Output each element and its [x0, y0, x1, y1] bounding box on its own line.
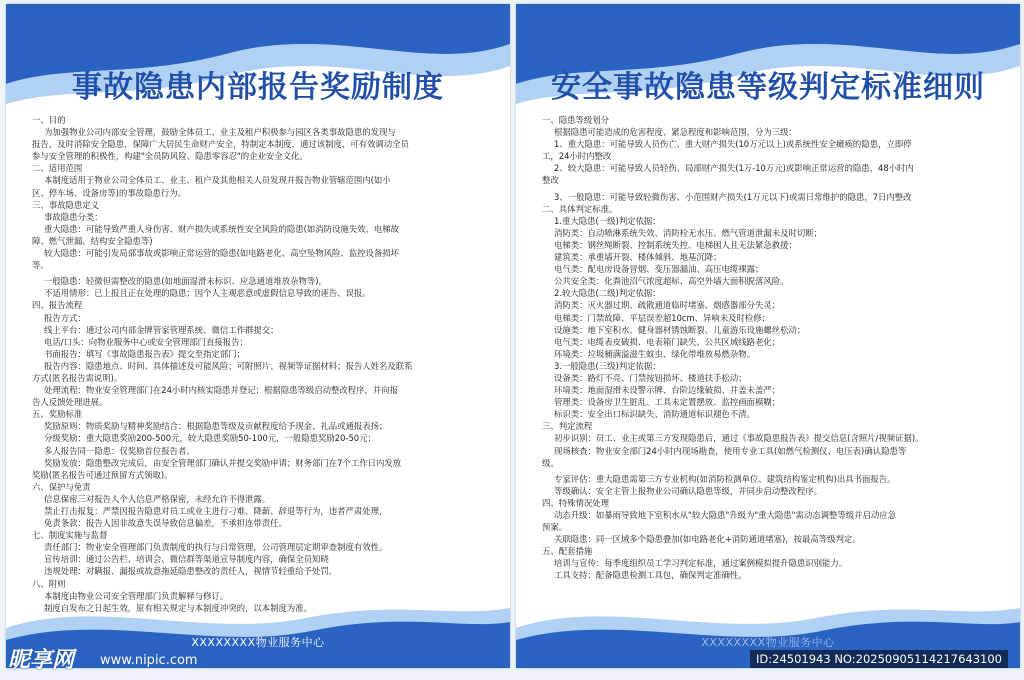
text-line: 一般隐患：轻微但需整改的隐患(如地面湿滑未标识、应急通道堆放杂物等)， [44, 276, 327, 287]
text-line: 标识类：安全出口标识缺失、消防通道标识褪色不清。 [554, 409, 755, 420]
text-line: 本制度由物业公司安全管理部门负责解释与修订。 [44, 590, 229, 601]
text-line: 公共安全类：化粪池沼气浓度超标、高空外墙大面积脱落风险。 [554, 276, 789, 287]
text-line: 3、一般隐患：可能导致轻微伤害、小范围财产损失(1万元以下)或需日常维护的隐患，7日内整改 [554, 191, 912, 202]
text-line: 奖励原则：物质奖励与精神奖励结合：根据隐患等级及贡献程度给予现金、礼品或通报表扬； [44, 421, 388, 432]
section-heading: 一、目的 [32, 115, 66, 125]
text-line: 免责条款：报告人因非故意失误导致信息偏差，不承担连带责任。 [44, 518, 287, 529]
section-heading: 二、适用范围 [32, 163, 83, 174]
text-line: 1.重大隐患(一级)判定依据： [554, 215, 661, 226]
text-line: 奖励发放：隐患整改完成后，由安全管理部门确认并提交奖励申请；财务部门在7个工作日内发放 [44, 457, 402, 468]
text-line: 管理类：设备房卫生脏乱、工具未定置摆放、监控画面模糊； [554, 397, 781, 408]
text-line: 电话/口头：向物业服务中心或安全管理部门直接报告； [44, 336, 248, 347]
text-line: 2.较大隐患(二级)判定依据： [554, 288, 661, 299]
poster-body-text [542, 114, 996, 582]
section-heading: 五、配套措施 [542, 546, 593, 557]
text-line: 建筑类：承重墙开裂、楼体倾斜、地基沉降； [554, 252, 722, 263]
text-line: 设备类：路灯不亮、门禁按钮损坏、楼道扶手松动； [554, 372, 747, 383]
text-line: 根据隐患可能造成的危害程度、紧急程度和影响范围，分为三级： [554, 127, 797, 138]
watermark-id-badge: ID:24501943 NO:20250905114217643100 [750, 650, 1008, 668]
text-line: 区、停车场、设备房等)的事故隐患行为。 [32, 187, 187, 198]
section-heading: 八、附则 [32, 578, 66, 589]
text-line: 分级奖励：重大隐患奖励200-500元，较大隐患奖励50-100元，一般隐患奖励20-50元； [44, 433, 376, 444]
text-line: 参与安全管理的积极性，构建"全员防风险、隐患零容忍"的企业安全文化。 [32, 151, 308, 162]
text-line: 初步识别：员工、业主或第三方发现隐患后，通过《事故隐患报告表》提交信息(含照片/视频证据)。 [554, 433, 924, 444]
watermark-url: www.nipic.com [100, 653, 198, 668]
text-line: 制度自发布之日起生效，原有相关规定与本制度冲突的，以本制度为准。 [44, 602, 312, 613]
text-line: 整改 [542, 175, 559, 186]
section-heading: 六、保护与免责 [32, 481, 91, 492]
section-heading: 三、判定流程 [542, 421, 593, 432]
section-heading: 一、隐患等级划分 [542, 115, 609, 125]
left-poster [6, 4, 510, 668]
section-heading: 二、具体判定标准。 [542, 203, 618, 214]
text-line: 报告，及时消除安全隐患，保障广大居民生命财产安全，特制定本制度，通过该制度，可有效调动全员 [32, 139, 409, 150]
watermark-logo: 昵享网 [8, 648, 75, 673]
text-line: 消防类：灭火器过期、疏散通道临时堵塞、烟感器部分失灵； [554, 300, 781, 311]
text-line: 培训与宣传：每季度组织员工学习判定标准，通过案例模拟提升隐患识别能力。 [554, 558, 848, 569]
text-line: 工，24小时内整改 [542, 151, 612, 162]
text-line: 1、重大隐患：可能导致人员伤亡、重大财产损失(10万元以上)或系统性安全瘫痪的隐患，立即停 [554, 139, 912, 150]
text-line: 等。 [32, 260, 49, 271]
text-line: 重大隐患：可能导致严重人身伤害、财产损失或系统性安全风险的隐患(如消防设施失效、电梯故 [44, 223, 400, 234]
text-line: 本制度适用于物业公司全体员工、业主、租户及其他相关人员发现并报告物业管辖范围内(如小 [44, 175, 391, 186]
text-line: 专家评估：重大隐患需第三方专业机构(如消防检测单位、建筑结构鉴定机构)出具书面报告。 [554, 473, 896, 484]
text-line: 等级确认：安全主管上报物业公司确认隐患等级，并同步启动整改程序。 [554, 485, 822, 496]
text-line: 工具支持：配备隐患检测工具包，确保判定准确性。 [554, 570, 747, 581]
text-line: 电气类：电缆表皮破损、电表箱门缺失、公共区域线路老化； [554, 336, 781, 347]
text-line: 宣传培训：通过公告栏、培训会、微信群等渠道宣导制度内容，确保全员知晓 [44, 554, 329, 565]
text-line: 信息保密三对报告人个人信息严格保密，未经允许不得泄露。 [44, 493, 271, 504]
text-line: 消防类：自动喷淋系统失效、消防栓无水压、燃气管道泄漏未及时切断； [554, 227, 822, 238]
text-line: 3.一般隐患(三级)判定依据： [554, 360, 661, 371]
text-line: 多人报告同一隐患：仅奖励首位报告者。 [44, 445, 195, 456]
poster-title: 安全事故隐患等级判定标准细则 [551, 70, 985, 105]
text-line: 级。 [542, 457, 559, 468]
text-line: 动态升级：如暴雨导致地下室积水从"较大隐患"升级为"重大隐患"需动态调整等级并启动应急 [554, 510, 897, 520]
text-line: 设施类：地下室积水、健身器材锈蚀断裂、儿童游乐设施螺丝松动； [554, 324, 806, 335]
text-line: 2、较大隐患：可能导致人员轻伤、局部财产损失(1万-10万元)或影响正常运营的隐患，48小时内 [554, 163, 914, 174]
text-line: 现场核查：物业安全部门24小时内现场勘查，使用专业工具(如燃气检测仪、电压表)确认隐患等 [554, 445, 907, 456]
text-line: 预案。 [542, 522, 568, 533]
text-line: 报告内容：隐患地点、时间、具体描述及可能风险；可附照片、视频等证据材料；报告人姓名及联系 [44, 360, 413, 371]
text-line: 线上平台：通过公司内部金牌管家管理系统、微信工作群提交； [44, 324, 279, 335]
text-line: 方式(匿名报告需说明)。 [32, 372, 123, 383]
poster-footer-org: XXXXXXXX物业服务中心 [701, 636, 835, 649]
section-heading: 四、特殊情况处理 [542, 497, 609, 508]
text-line: 电气类：配电房设备冒烟、变压器漏油、高压电缆裸露； [554, 264, 764, 275]
text-line: 禁止打击报复：严禁因报告隐患对员工或业主进行刁难、降薪、辞退等行为，违者严肃处理， [44, 506, 388, 516]
poster-title: 事故隐患内部报告奖励制度 [72, 70, 444, 105]
section-heading: 三、事故隐患定义 [32, 199, 99, 210]
poster-body-text [32, 114, 486, 614]
text-line: 奖励(匿名报告可通过预留方式领取)。 [32, 469, 173, 480]
text-line: 事故隐患分类： [44, 211, 103, 222]
poster-footer-org: XXXXXXXX物业服务中心 [191, 636, 325, 649]
text-line: 障、燃气泄漏、结构安全隐患等) [32, 235, 153, 246]
section-heading: 四、报告流程 [32, 300, 83, 311]
text-line: 不适用情形：已上报且正在处理的隐患；因个人主观恶意或虚假信息导致的诬告、误报。 [44, 288, 371, 299]
text-line: 报告方式： [44, 312, 86, 323]
text-line: 违规处理：对瞒报、漏报或故意拖延隐患整改的责任人，视情节轻重给予处罚。 [44, 566, 338, 577]
text-line: 关联隐患：同一区域多个隐患叠加(如电路老化+消防通道堵塞)，按最高等级判定。 [554, 534, 861, 545]
text-line: 电梯类：钢丝绳断裂、控制系统失控、电梯困人且无法紧急救援； [554, 239, 797, 250]
text-line: 告人反馈处理进展。 [32, 397, 108, 408]
text-line: 责任部门：物业安全管理部门负责制度的执行与日常管理，公司管理层定期审查制度有效性。 [44, 542, 388, 553]
text-line: 电梯类：门禁故障、平层误差超10cm、异响未及时检修； [554, 312, 771, 323]
text-line: 书面报告：填写《事故隐患报告表》提交至指定部门； [44, 348, 245, 359]
right-poster [516, 4, 1020, 668]
text-line: 较大隐患：可能引发局部事故或影响正常运营的隐患(如电路老化、高空坠物风险、监控设备损坏 [44, 248, 400, 259]
text-line: 为加强物业公司内部安全管理，鼓励全体员工、业主及租户积极参与园区各类事故隐患的发现与 [44, 127, 396, 138]
bottom-wave-decoration [6, 598, 510, 668]
section-heading: 五、奖励标准 [32, 409, 83, 420]
text-line: 环境类：地面湿滑未设警示牌、台阶边缘破损、井盖未盖严； [554, 385, 781, 396]
text-line: 环境类：垃圾桶满溢滋生蚊虫、绿化带堆放易燃杂物。 [554, 348, 755, 359]
text-line: 处理流程：物业安全管理部门在24小时内核实隐患并登记；根据隐患等级启动整改程序，并向报 [44, 385, 399, 396]
section-heading: 七、制度实施与监督 [32, 530, 108, 541]
